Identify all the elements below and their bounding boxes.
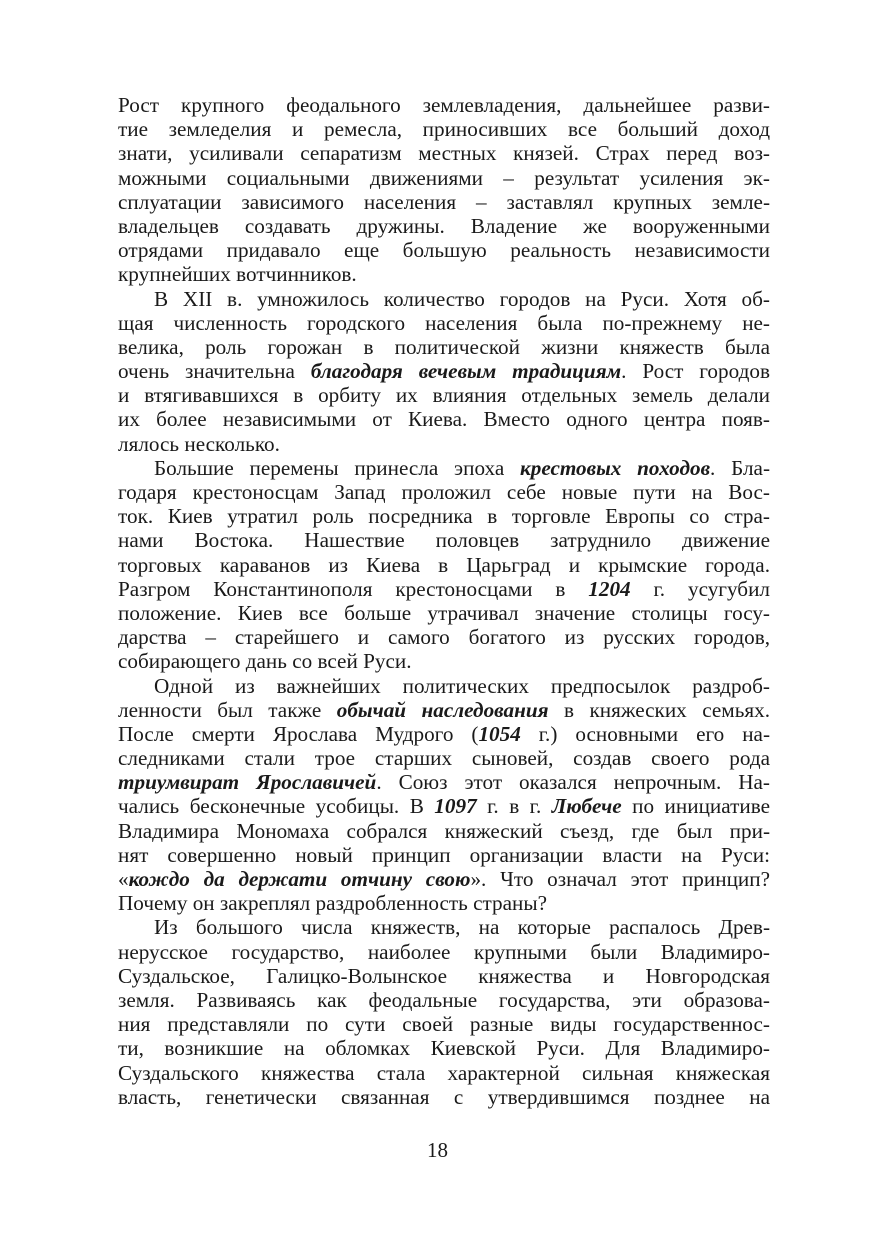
text-line: Почему он закреплял раздробленность страны? (118, 891, 548, 916)
text-line: положение. Киев все больше утрачивал значение столицы госу- (118, 600, 770, 625)
emphasis: благодаря вечевым традициям (310, 359, 622, 384)
text-line: чались бесконечные усобицы. В 1097 г. в г. Любече по инициативе (118, 794, 770, 819)
text-line: ленности был также обычай наследования в княжеских семьях. (118, 697, 770, 722)
text-line: можными социальными движениями – результат усиления эк- (118, 165, 770, 190)
text-line: нерусское государство, наиболее крупными были Владимиро- (118, 939, 770, 964)
text-line: Суздальское, Галицко-Волынское княжества и Новгородская (118, 963, 770, 988)
text-line: следниками стали трое старших сыновей, создав своего рода (118, 746, 770, 771)
page-body (118, 93, 770, 1109)
text-line: земля. Развиваясь как феодальные государства, эти образова- (118, 987, 770, 1012)
text-line: власть, генетически связанная с утвердившимся позднее на (118, 1084, 770, 1109)
emphasis: Любече (551, 794, 622, 819)
text-line: нами Востока. Нашествие половцев затруднило движение (118, 528, 770, 553)
text-line: Из большого числа княжеств, на которые распалось Древ- (154, 915, 770, 940)
text-line: ток. Киев утратил роль посредника в торговле Европы со стра- (118, 504, 770, 529)
text-line: «кождо да держати отчину свою». Что означал этот принцип? (118, 867, 770, 891)
emphasis: 1204 (588, 576, 631, 601)
paragraph (118, 456, 770, 674)
text-line: дарства – старейшего и самого богатого из русских городов, (118, 625, 770, 650)
text-line: Владимира Мономаха собрался княжеский съезд, где был при- (118, 818, 770, 843)
paragraph (118, 93, 770, 287)
text-line: велика, роль горожан в политической жизни княжеств была (118, 334, 770, 359)
emphasis: 1054 (478, 721, 521, 746)
text-line: лялось несколько. (118, 431, 280, 456)
text-line: годаря крестоносцам Запад проложил себе новые пути на Вос- (118, 480, 770, 504)
text-line: владельцев создавать дружины. Владение же вооруженными (118, 213, 770, 238)
text-line: собирающего дань со всей Руси. (118, 649, 412, 674)
text-line: Большие перемены принесла эпоха крестовых походов. Бла- (154, 455, 770, 480)
text-line: ния представляли по сути своей разные виды государственнос- (118, 1012, 770, 1037)
emphasis: триумвират Ярославичей (118, 770, 377, 795)
text-line: Разгром Константинополя крестоносцами в 1204 г. усугубил (118, 576, 770, 601)
text-line: щая численность городского населения была по-прежнему не- (118, 310, 770, 335)
text-line: Рост крупного феодального землевладения, дальнейшее разви- (118, 93, 770, 117)
text-line: торговых караванов из Киева в Царьград и крымские города. (118, 552, 770, 577)
text-line: и втягивавшихся в орбиту их влияния отдельных земель делали (118, 383, 770, 408)
text-line: ти, возникшие на обломках Киевской Руси. Для Владимиро- (118, 1036, 770, 1061)
text-line: триумвират Ярославичей. Союз этот оказался непрочным. На- (118, 770, 770, 795)
text-line: Суздальского княжества стала характерной сильная княжеская (118, 1060, 770, 1085)
emphasis: кождо да держати отчину свою (128, 867, 471, 891)
text-line: В XII в. умножилось количество городов на Руси. Хотя об- (154, 286, 770, 311)
text-line: Одной из важнейших политических предпосылок раздроб- (154, 673, 770, 698)
paragraph (118, 287, 770, 456)
text-line: знати, усиливали сепаратизм местных князей. Страх перед воз- (118, 141, 770, 166)
emphasis: крестовых походов (519, 455, 711, 480)
page-number: 18 (427, 1138, 448, 1162)
text-line: нят совершенно новый принцип организации власти на Руси: (118, 842, 770, 867)
text-line: крупнейших вотчинников. (118, 262, 357, 287)
text-line: отрядами придавало еще большую реальность независимости (118, 238, 770, 263)
emphasis: 1097 (434, 794, 477, 819)
text-line: тие земледелия и ремесла, приносивших все больший доход (118, 117, 770, 142)
emphasis: обычай наследования (336, 697, 549, 722)
text-line: сплуатации зависимого населения – заставлял крупных земле- (118, 189, 770, 214)
text-line: их более независимыми от Киева. Вместо одного центра появ- (118, 407, 770, 432)
paragraph (118, 915, 770, 1109)
text-line: После смерти Ярослава Мудрого (1054 г.) основными его на- (118, 721, 770, 746)
paragraph (118, 674, 770, 916)
text-line: очень значительна благодаря вечевым традициям. Рост городов (118, 359, 770, 384)
